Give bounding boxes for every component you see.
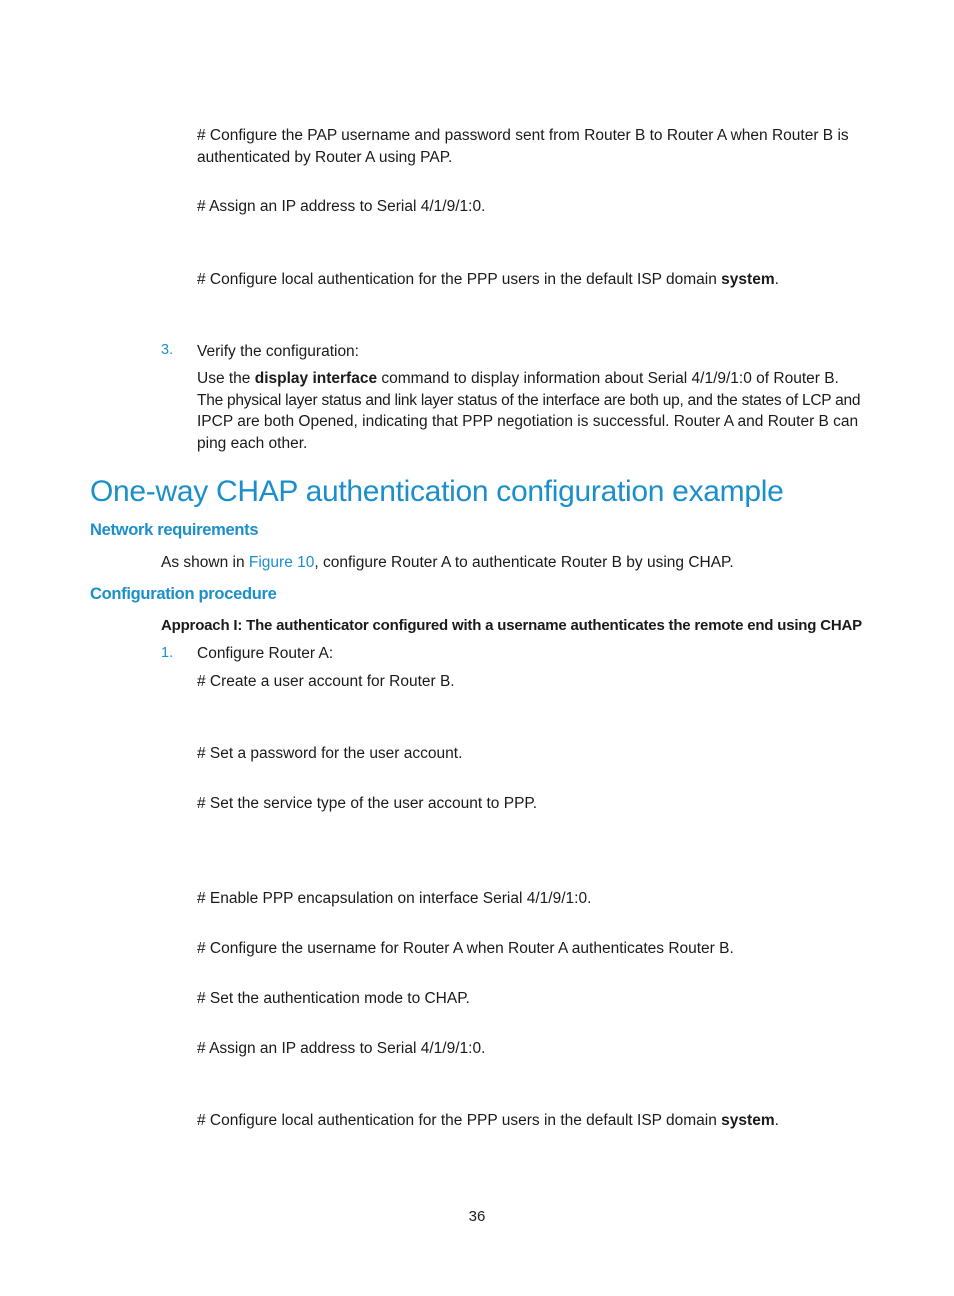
verify-line-1-prefix: Use the	[197, 370, 255, 387]
verify-line-3: IPCP are both Opened, indicating that PPP negotiation is successful. Router A and Router B can	[197, 413, 859, 430]
set-password-comment: # Set a password for the user account.	[197, 745, 463, 762]
local-auth-domain: system	[721, 271, 775, 288]
assign-ip-comment: # Assign an IP address to Serial 4/1/9/1:0.	[197, 198, 486, 215]
local-auth-text-2: # Configure local authentication for the PPP users in the default ISP domain	[197, 1112, 722, 1129]
local-auth-period-2: .	[774, 1112, 779, 1129]
local-auth-comment-2	[197, 1110, 779, 1132]
display-interface-command: display interface	[254, 370, 378, 387]
verify-line-1	[197, 368, 839, 390]
assign-ip-comment-2: # Assign an IP address to Serial 4/1/9/1:0.	[197, 1040, 486, 1057]
step-1-label: Configure Router A:	[197, 645, 334, 662]
verify-line-2: The physical layer status and link layer status of the interface are both up, and the states of LCP and	[197, 392, 861, 409]
enable-ppp-comment: # Enable PPP encapsulation on interface Serial 4/1/9/1:0.	[197, 890, 592, 907]
local-auth-comment	[197, 269, 779, 291]
step-3-label: Verify the configuration:	[197, 343, 359, 360]
network-requirements-text	[161, 552, 734, 574]
network-requirements-suffix: , configure Router A to authenticate Router B by using CHAP.	[314, 554, 734, 571]
local-auth-text: # Configure local authentication for the PPP users in the default ISP domain	[197, 271, 722, 288]
step-1-number: 1.	[161, 645, 174, 661]
step-3-number: 3.	[161, 342, 174, 358]
local-auth-period: .	[774, 271, 779, 288]
pap-config-line-2: authenticated by Router A using PAP.	[197, 149, 453, 166]
network-requirements-title: Network requirements	[90, 521, 259, 539]
figure-10-link[interactable]: Figure 10	[248, 554, 315, 571]
verify-line-1-suffix: command to display information about Serial 4/1/9/1:0 of Router B.	[377, 370, 839, 387]
service-type-comment: # Set the service type of the user account to PPP.	[197, 795, 538, 812]
create-user-comment: # Create a user account for Router B.	[197, 673, 455, 690]
auth-mode-comment: # Set the authentication mode to CHAP.	[197, 990, 470, 1007]
section-heading: One-way CHAP authentication configuration example	[90, 475, 784, 508]
approach-heading: Approach I: The authenticator configured with a username authenticates the remote end using CHAP	[161, 617, 862, 634]
network-requirements-prefix: As shown in	[161, 554, 249, 571]
page-number: 36	[468, 1208, 486, 1225]
pap-config-line-1: # Configure the PAP username and password sent from Router B to Router A when Router B is	[197, 127, 849, 144]
verify-line-4: ping each other.	[197, 435, 308, 452]
configure-username-comment: # Configure the username for Router A when Router A authenticates Router B.	[197, 940, 734, 957]
local-auth-domain-2: system	[721, 1112, 775, 1129]
configuration-procedure-title: Configuration procedure	[90, 585, 277, 603]
